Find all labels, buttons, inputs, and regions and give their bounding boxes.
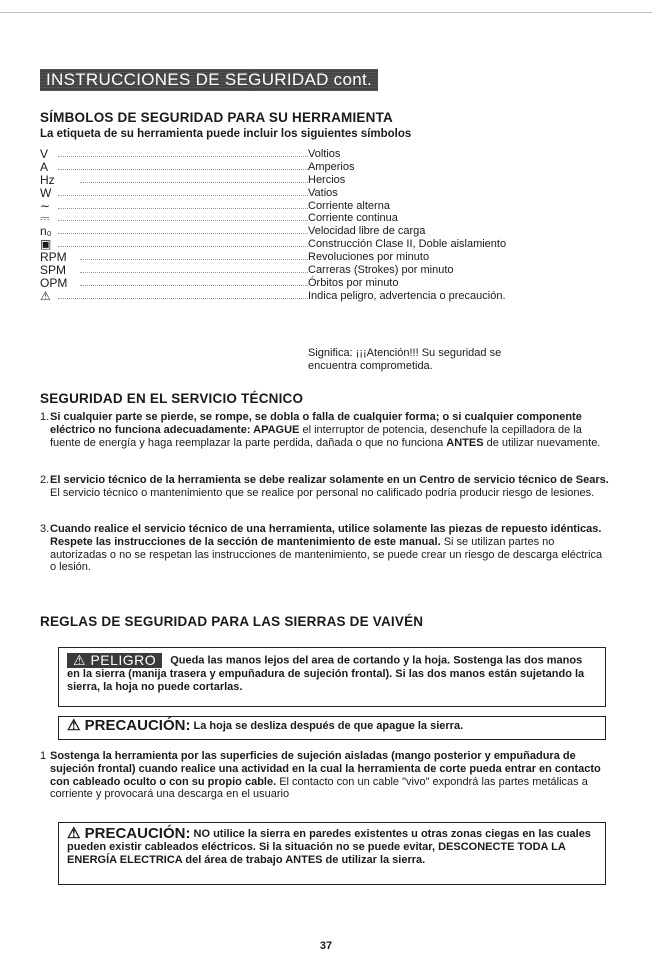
dot-leader xyxy=(80,272,308,273)
item-bold-text: Sostenga la herramienta por las superficies de sujeción aisladas (mango posterior y empuñadura de sujeción frontal) cuando realice una actividad en la cual la herramienta de corte pueda entrar en contacto con cableado oculto o con su propio cable. xyxy=(50,750,601,788)
symbol-row xyxy=(40,148,600,161)
saw-heading: REGLAS DE SEGURIDAD PARA LAS SIERRAS DE VAIVÉN xyxy=(40,614,424,629)
dot-leader xyxy=(58,246,308,247)
symbol-key: RPM xyxy=(40,250,67,265)
warning-triangle-icon: ⚠ xyxy=(40,288,51,303)
symbol-row xyxy=(40,187,600,200)
item-text: Si se utilizan partes no autorizadas o no se respetan las instrucciones de mantenimiento, se puede crear un riesgo de descarga eléctrica o lesión. xyxy=(50,535,603,574)
symbol-list xyxy=(40,148,600,303)
service-heading: SEGURIDAD EN EL SERVICIO TÉCNICO xyxy=(40,391,304,406)
page-number: 37 xyxy=(319,940,333,952)
dot-leader xyxy=(80,285,308,286)
symbol-key: V xyxy=(40,147,49,161)
saw-rule-1 xyxy=(40,750,610,801)
item-bold-text: Cuando realice el servicio técnico de una herramienta, utilice solamente las piezas de repuesto idénticas. Respete las instrucciones de la sección de mantenimiento de este manual. xyxy=(50,523,602,548)
symbol-meaning: Velocidad libre de carga xyxy=(308,225,426,238)
caution-label: ⚠ PRECAUCIÓN: xyxy=(67,717,191,734)
symbol-row xyxy=(40,290,600,303)
symbol-meaning: Construcción Clase II, Doble aislamiento xyxy=(308,238,507,251)
symbol-meaning: Indica peligro, advertencia o precaución. xyxy=(308,289,506,302)
no-load-speed-icon: n₀ xyxy=(40,224,52,239)
symbol-row xyxy=(40,277,600,290)
danger-box xyxy=(58,647,606,707)
dot-leader xyxy=(80,182,308,183)
dot-leader xyxy=(58,156,308,157)
service-item-1 xyxy=(40,411,610,449)
symbol-row xyxy=(40,174,600,187)
item-bold-text: ANTES xyxy=(446,436,484,449)
symbol-row xyxy=(40,212,600,225)
symbol-meaning: Hercios xyxy=(308,173,346,186)
symbol-row xyxy=(40,200,600,213)
dot-leader xyxy=(58,195,308,196)
symbol-meaning: Corriente alterna xyxy=(308,199,390,212)
item-text: el interruptor de potencia, desenchufe la cepilladora de la fuente de energía y haga reemplazar la parte perdida, dañada o que no funciona xyxy=(50,423,582,449)
symbol-key: OPM xyxy=(40,275,68,290)
item-text: de utilizar nuevamente. xyxy=(483,436,601,449)
symbol-row xyxy=(40,225,600,238)
symbols-heading: SÍMBOLOS DE SEGURIDAD PARA SU HERRAMIENTA xyxy=(40,110,393,125)
symbol-key: Hz xyxy=(40,172,55,187)
direct-current-icon: ⎓ xyxy=(40,211,50,226)
top-rule xyxy=(0,12,652,13)
symbol-row xyxy=(40,264,600,277)
symbol-key: SPM xyxy=(40,263,67,278)
service-item-2 xyxy=(40,474,610,500)
double-insulation-icon: ▣ xyxy=(40,237,52,252)
symbols-subheading: La etiqueta de su herramienta puede incluir los siguientes símbolos xyxy=(40,128,412,140)
section-banner: INSTRUCCIONES DE SEGURIDAD cont. xyxy=(40,69,378,91)
item-number: 1. xyxy=(40,411,50,423)
symbol-key: W xyxy=(40,185,52,200)
caution-box-2 xyxy=(58,822,606,885)
symbol-meaning: Órbitos por minuto xyxy=(308,276,399,289)
caution-text: La hoja se desliza después de que apague la sierra. xyxy=(193,720,464,732)
item-number: 2. xyxy=(40,474,50,486)
symbol-row xyxy=(40,238,600,251)
dot-leader xyxy=(58,169,308,170)
alert-note xyxy=(308,347,568,372)
symbol-row xyxy=(40,251,600,264)
danger-label: ⚠ PELIGRO xyxy=(67,653,162,668)
dot-leader xyxy=(58,220,308,221)
alert-note-line: encuentra comprometida. xyxy=(308,359,433,372)
symbol-meaning: Vatios xyxy=(308,186,338,199)
symbol-meaning: Carreras (Strokes) por minuto xyxy=(308,264,454,277)
danger-text: Queda las manos lejos del area de cortando y la hoja. Sostenga las dos manos en la sierra (manija trasera y empuñadura de sujeción frontal). Si las dos manos están sujetando la sierra, la hoja no puede cortarlas. xyxy=(67,654,585,693)
caution-label: ⚠ PRECAUCIÓN: xyxy=(67,825,191,842)
item-bold-text: El servicio técnico de la herramienta se debe realizar solamente en un Centro de servicio técnico de Sears. xyxy=(50,474,609,486)
alternating-current-icon: ∼ xyxy=(40,198,51,213)
service-item-3 xyxy=(40,523,610,574)
item-number: 1 xyxy=(40,750,47,762)
item-bold-text: Si cualquier parte se pierde, se rompe, se dobla o falla de cualquier forma; o si cualquier componente eléctrico no funciona adecuadamente: APAGUE xyxy=(50,411,582,436)
dot-leader xyxy=(58,298,308,299)
symbol-meaning: Corriente continua xyxy=(308,212,398,225)
symbol-key: A xyxy=(40,159,49,174)
item-text: El servicio técnico o mantenimiento que se realice por personal no calificado podría producir riesgo de lesiones. xyxy=(50,486,595,499)
item-text: El contacto con un cable "vivo" expondrá las partes metálicas a corriente y provocará una descarga en el usuario xyxy=(50,775,588,801)
dot-leader xyxy=(58,208,308,209)
dot-leader xyxy=(80,259,308,260)
symbol-row xyxy=(40,161,600,174)
alert-note-line: Significa: ¡¡¡Atención!!! Su seguridad se xyxy=(308,347,502,359)
symbol-meaning: Voltios xyxy=(308,148,341,160)
item-number: 3. xyxy=(40,523,50,535)
caution-box-1 xyxy=(58,716,606,740)
caution-text: NO utilice la sierra en paredes existentes u otras zonas ciegas en las cuales pueden existir cableados eléctricos. Si la situación no se puede evitar, DESCONECTE TODA LA ENERGÍA ELECTRICA del área de trabajo ANTES de utilizar la sierra. xyxy=(67,828,591,866)
dot-leader xyxy=(58,233,308,234)
symbol-meaning: Amperios xyxy=(308,160,355,173)
symbol-meaning: Revoluciones por minuto xyxy=(308,251,430,264)
